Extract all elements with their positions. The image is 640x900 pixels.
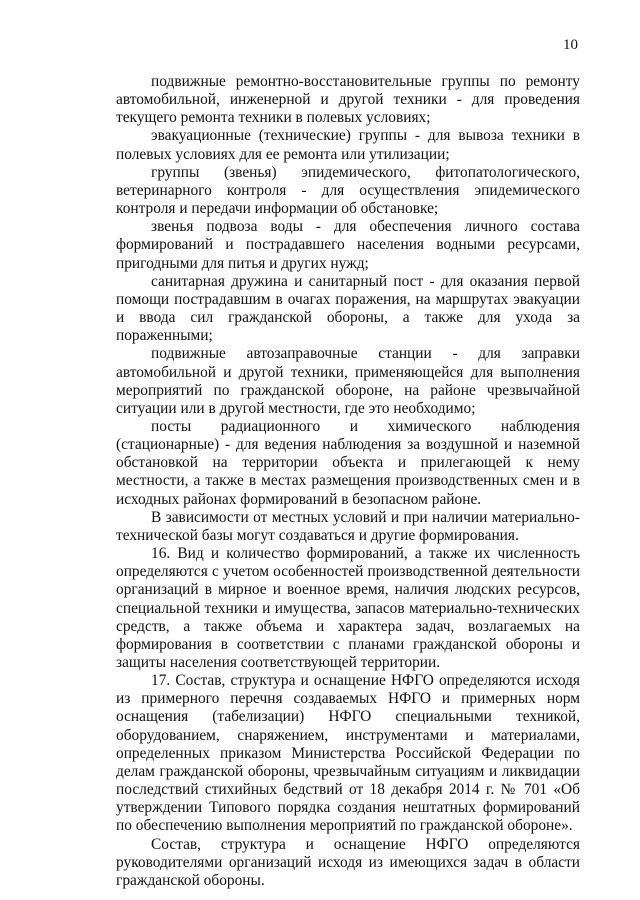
paragraph-evacuation-groups: эвакуационные (технические) группы - для вывоза техники в полевых условиях для ее ремонта или утилизации; bbox=[116, 127, 580, 163]
paragraph-repair-groups: подвижные ремонтно-восстановительные группы по ремонту автомобильной, инженерной и другой техники - для проведения текущего ремонта техники в полевых условиях; bbox=[116, 73, 580, 127]
paragraph-fuel-stations: подвижные автозаправочные станции - для заправки автомобильной и другой техники, применяющейся для выполнения мероприятий по гражданской обороне, на районе чрезвычайной ситуации или в другой местности, где это необходимо; bbox=[116, 345, 580, 417]
paragraph-observation-posts: посты радиационного и химического наблюдения (стационарные) - для ведения наблюдения за воздушной и наземной обстановкой на территории объекта и прилегающей к нему местности, а также в местах размещения производственных смен и в исходных районах формирований в безопасном районе. bbox=[116, 417, 580, 508]
paragraph-water-supply: звенья подвоза воды - для обеспечения личного состава формирований и пострадавшего населения водными ресурсами, пригодными для питья и других нужд; bbox=[116, 218, 580, 272]
paragraph-epidemic-control: группы (звенья) эпидемического, фитопатологического, ветеринарного контроля - для осуществления эпидемического контроля и передачи информации об обстановке; bbox=[116, 163, 580, 218]
paragraph-item-16: 16. Вид и количество формирований, а также их численность определяются с учетом особенностей производственной деятельности организаций в мирное и военное время, наличия людских ресурсов, специальной техники и имущества, запасов материально-технических средств, а также объема и характера задач, возлагаемых на формирования в соответствии с планами гражданской обороны и защиты населения соответствующей территории. bbox=[116, 545, 580, 671]
page-number: 10 bbox=[563, 37, 578, 53]
paragraph-other-formations: В зависимости от местных условий и при наличии материально-технической базы могут создаваться и другие формирования. bbox=[116, 508, 580, 544]
paragraph-composition: Состав, структура и оснащение НФГО определяются руководителями организаций исходя из имеющихся задач в области гражданской обороны. bbox=[116, 835, 580, 889]
paragraph-item-17: 17. Состав, структура и оснащение НФГО определяются исходя из примерного перечня создаваемых НФГО и примерных норм оснащения (табелизации) НФГО специальными техникой, оборудованием, снаряжением, инструментами и материалами, определенных приказом Министерства Российской Федерации по делам гражданской обороны, чрезвычайным ситуациям и ликвидации последствий стихийных бедствий от 18 декабря 2014 г. № 701 «Об утверждении Типового порядка создания нештатных формирований по обеспечению выполнения мероприятий по гражданской обороне». bbox=[116, 672, 580, 835]
document-body bbox=[116, 73, 580, 890]
paragraph-sanitary-squad: санитарная дружина и санитарный пост - для оказания первой помощи пострадавшим в очагах поражения, на маршрутах эвакуации и ввода сил гражданской обороны, а также для ухода за пораженными; bbox=[116, 272, 580, 345]
